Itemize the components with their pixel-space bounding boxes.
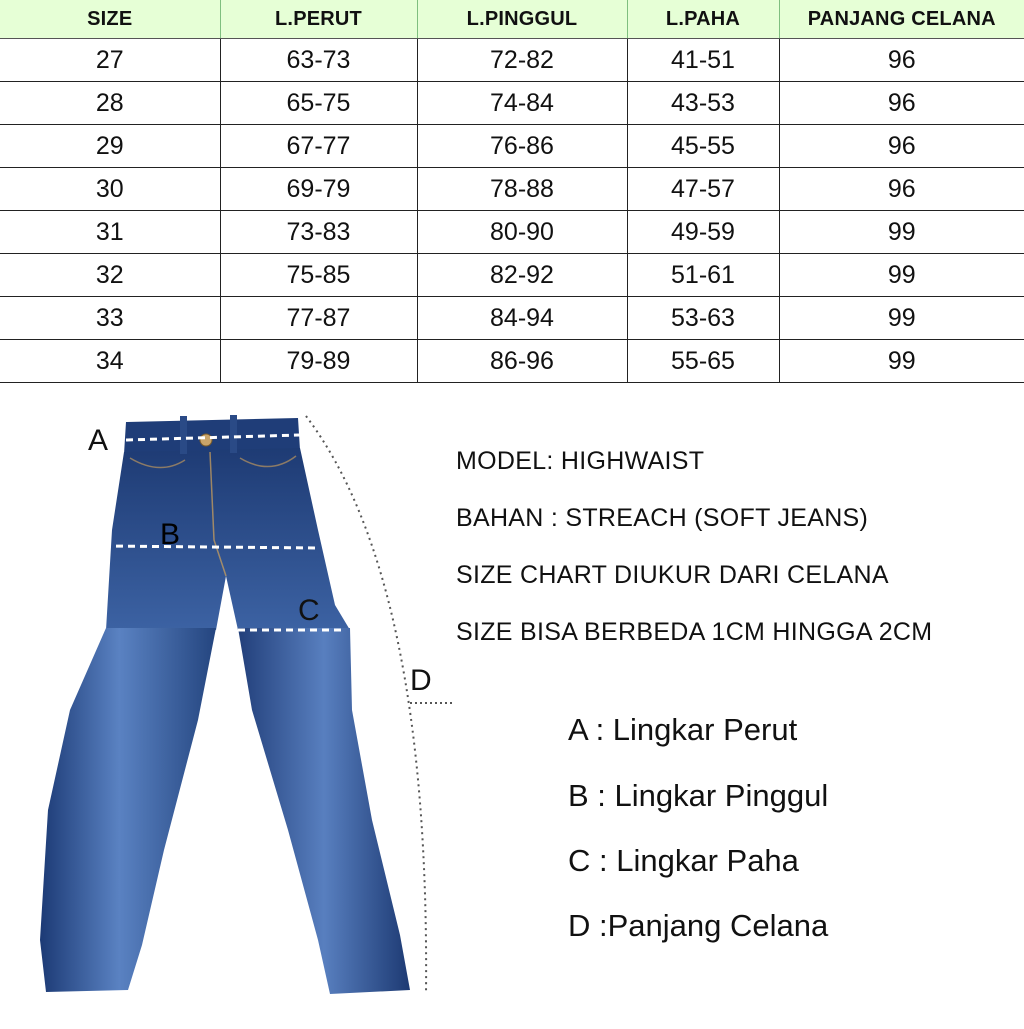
table-header-row <box>0 0 1024 39</box>
jeans-illustration <box>0 380 470 1024</box>
table-cell: 34 <box>0 340 220 383</box>
table-cell: 55-65 <box>627 340 779 383</box>
table-cell: 67-77 <box>220 125 417 168</box>
table-cell: 84-94 <box>417 297 627 340</box>
table-cell: 79-89 <box>220 340 417 383</box>
table-cell: 41-51 <box>627 39 779 82</box>
table-cell: 99 <box>779 254 1024 297</box>
table-cell: 43-53 <box>627 82 779 125</box>
table-cell: 69-79 <box>220 168 417 211</box>
table-cell: 80-90 <box>417 211 627 254</box>
table-row <box>0 168 1024 211</box>
table-cell: 78-88 <box>417 168 627 211</box>
table-cell: 72-82 <box>417 39 627 82</box>
table-cell: 96 <box>779 82 1024 125</box>
table-cell: 31 <box>0 211 220 254</box>
table-row <box>0 39 1024 82</box>
header-lingkar-perut: L.PERUT <box>220 0 417 39</box>
table-cell: 82-92 <box>417 254 627 297</box>
jeans-right-leg <box>238 628 410 994</box>
size-chart-table <box>0 0 1024 383</box>
table-cell: 96 <box>779 125 1024 168</box>
table-cell: 49-59 <box>627 211 779 254</box>
table-cell: 99 <box>779 211 1024 254</box>
table-row <box>0 254 1024 297</box>
header-panjang-celana: PANJANG CELANA <box>779 0 1024 39</box>
table-cell: 28 <box>0 82 220 125</box>
table-cell: 74-84 <box>417 82 627 125</box>
table-row <box>0 211 1024 254</box>
table-cell: 63-73 <box>220 39 417 82</box>
model-text: MODEL: HIGHWAIST <box>456 447 705 475</box>
table-cell: 99 <box>779 297 1024 340</box>
table-cell: 75-85 <box>220 254 417 297</box>
jeans-drawing <box>0 380 470 1024</box>
table-cell: 73-83 <box>220 211 417 254</box>
table-cell: 86-96 <box>417 340 627 383</box>
table-cell: 27 <box>0 39 220 82</box>
table-row <box>0 297 1024 340</box>
marker-d-label: D <box>410 664 432 697</box>
tolerance-text: SIZE BISA BERBEDA 1CM HINGGA 2CM <box>456 618 933 646</box>
table-cell: 51-61 <box>627 254 779 297</box>
table-cell: 96 <box>779 39 1024 82</box>
legend-item-d: D :Panjang Celana <box>568 908 829 943</box>
table-cell: 33 <box>0 297 220 340</box>
legend-item-a: A : Lingkar Perut <box>568 712 798 747</box>
table-cell: 29 <box>0 125 220 168</box>
table-row <box>0 82 1024 125</box>
table-cell: 65-75 <box>220 82 417 125</box>
header-lingkar-pinggul: L.PINGGUL <box>417 0 627 39</box>
table-cell: 96 <box>779 168 1024 211</box>
table-cell: 77-87 <box>220 297 417 340</box>
jeans-left-leg <box>40 628 216 992</box>
table-cell: 99 <box>779 340 1024 383</box>
legend-item-b: B : Lingkar Pinggul <box>568 778 829 813</box>
chart-note-text: SIZE CHART DIUKUR DARI CELANA <box>456 561 889 589</box>
table-row <box>0 340 1024 383</box>
table-cell: 45-55 <box>627 125 779 168</box>
header-size: SIZE <box>0 0 220 39</box>
table-cell: 76-86 <box>417 125 627 168</box>
marker-b-label: B <box>160 518 181 551</box>
marker-c-label: C <box>298 594 320 627</box>
header-lingkar-paha: L.PAHA <box>627 0 779 39</box>
table-cell: 53-63 <box>627 297 779 340</box>
legend-item-c: C : Lingkar Paha <box>568 843 799 878</box>
table-cell: 47-57 <box>627 168 779 211</box>
table-cell: 32 <box>0 254 220 297</box>
material-text: BAHAN : STREACH (SOFT JEANS) <box>456 504 869 532</box>
table-cell: 30 <box>0 168 220 211</box>
table-body <box>0 39 1024 383</box>
marker-a-label: A <box>88 424 109 457</box>
table-row <box>0 125 1024 168</box>
